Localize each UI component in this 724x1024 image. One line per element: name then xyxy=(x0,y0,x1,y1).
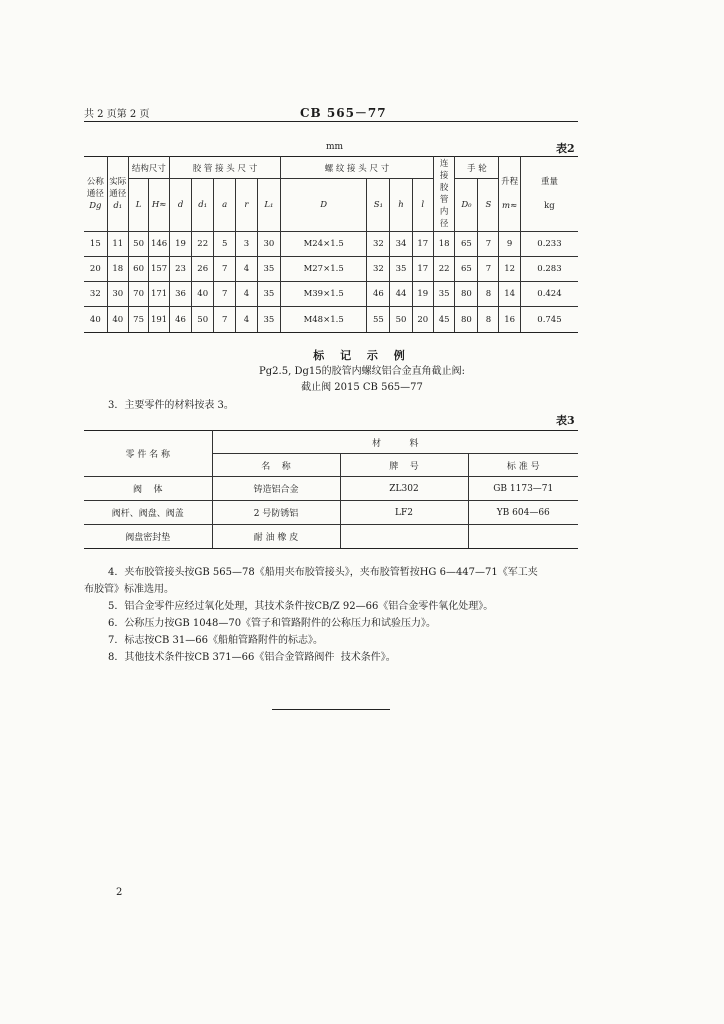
cell: M39×1.5 xyxy=(280,282,366,307)
table-row xyxy=(84,525,578,549)
th-L1: L₁ xyxy=(257,179,280,232)
table3-label: 表3 xyxy=(556,414,575,427)
cell: 60 xyxy=(128,257,148,282)
cell: 23 xyxy=(169,257,191,282)
cell: 阀杆、阀盘、阀盖 xyxy=(84,501,212,525)
th-thread: 螺 纹 接 头 尺 寸 xyxy=(280,157,433,179)
example-desc: Pg2.5, Dg15的胶管内螺纹铝合金直角截止阀: xyxy=(259,366,465,377)
cell: 20 xyxy=(84,257,107,282)
cell: 40 xyxy=(192,282,214,307)
cell xyxy=(468,525,578,549)
table2-unit: mm xyxy=(326,142,344,152)
cell: 35 xyxy=(257,257,280,282)
cell: 4 xyxy=(236,282,258,307)
cell: M24×1.5 xyxy=(280,232,366,257)
cell: 19 xyxy=(412,282,433,307)
table-row xyxy=(84,232,578,257)
cell: 14 xyxy=(499,282,521,307)
note-6: 6．公称压力按GB 1048—70《管子和管路附件的公称压力和试验压力》。 xyxy=(108,618,437,629)
table-row xyxy=(84,501,578,525)
th-D0: D₀ xyxy=(455,179,478,232)
cell: 46 xyxy=(367,282,390,307)
dimensions-table xyxy=(84,156,578,333)
cell: 阀 体 xyxy=(84,477,212,501)
note-4-cont: 布胶管》标准选用。 xyxy=(84,584,174,595)
standard-code: CB 565－77 xyxy=(300,106,387,120)
cell: 34 xyxy=(390,232,412,257)
notes xyxy=(84,564,580,666)
cell: 耐 油 橡 皮 xyxy=(212,525,340,549)
note-4: 4．夹布胶管接头按GB 565—78《船用夹布胶管接头》，夹布胶管暂按HG 6—447—71《军工夹 xyxy=(108,567,538,578)
table-row xyxy=(84,307,578,333)
cell: 35 xyxy=(257,282,280,307)
note-8: 8．其他技术条件按CB 371—66《铝合金管路阀件 技术条件》。 xyxy=(108,652,396,663)
th-S: S xyxy=(478,179,499,232)
cell: 36 xyxy=(169,282,191,307)
cell: 3 xyxy=(236,232,258,257)
cell: 32 xyxy=(367,232,390,257)
cell: 44 xyxy=(390,282,412,307)
cell: 35 xyxy=(257,307,280,333)
cell: 2 号防锈铝 xyxy=(212,501,340,525)
cell: 19 xyxy=(169,232,191,257)
th-wheel: 手 轮 xyxy=(455,157,499,179)
th-d1: d₁ xyxy=(192,179,214,232)
cell: 50 xyxy=(192,307,214,333)
th-material: 材 料 xyxy=(212,431,578,454)
cell: ZL302 xyxy=(340,477,468,501)
cell: 0.233 xyxy=(520,232,578,257)
th-mat-std: 标 准 号 xyxy=(468,454,578,477)
cell: 阀盘密封垫 xyxy=(84,525,212,549)
cell: 5 xyxy=(214,232,236,257)
cell: 7 xyxy=(478,257,499,282)
cell: 22 xyxy=(192,232,214,257)
cell: 20 xyxy=(412,307,433,333)
th-d: d xyxy=(169,179,191,232)
cell: 80 xyxy=(455,307,478,333)
cell: 18 xyxy=(433,232,455,257)
th-nominal: 公称通径 Dg xyxy=(84,157,107,232)
cell: 16 xyxy=(499,307,521,333)
cell: 40 xyxy=(107,307,128,333)
th-r: r xyxy=(236,179,258,232)
th-l: l xyxy=(412,179,433,232)
cell: 0.745 xyxy=(520,307,578,333)
cell xyxy=(340,525,468,549)
header-rule xyxy=(84,121,578,122)
th-hose: 胶 管 接 头 尺 寸 xyxy=(169,157,280,179)
th-conn: 连接胶管内径 xyxy=(433,157,455,232)
cell: M27×1.5 xyxy=(280,257,366,282)
cell: 32 xyxy=(84,282,107,307)
page-number: 2 xyxy=(116,887,123,898)
cell: 12 xyxy=(499,257,521,282)
cell: 26 xyxy=(192,257,214,282)
cell: 45 xyxy=(433,307,455,333)
cell: 157 xyxy=(149,257,170,282)
example-title: 标 记 示 例 xyxy=(313,349,411,362)
cell: 18 xyxy=(107,257,128,282)
cell: 4 xyxy=(236,307,258,333)
end-rule xyxy=(272,709,390,710)
cell: 40 xyxy=(84,307,107,333)
cell: GB 1173—71 xyxy=(468,477,578,501)
cell: 22 xyxy=(433,257,455,282)
th-mat-grade: 牌 号 xyxy=(340,454,468,477)
cell: LF2 xyxy=(340,501,468,525)
cell: 30 xyxy=(257,232,280,257)
th-part: 零 件 名 称 xyxy=(84,431,212,477)
cell: 8 xyxy=(478,282,499,307)
cell: 0.424 xyxy=(520,282,578,307)
cell: 11 xyxy=(107,232,128,257)
cell: 146 xyxy=(149,232,170,257)
cell: 7 xyxy=(214,282,236,307)
cell: 80 xyxy=(455,282,478,307)
cell: 35 xyxy=(433,282,455,307)
materials-table xyxy=(84,430,578,549)
cell: 46 xyxy=(169,307,191,333)
cell: 7 xyxy=(214,307,236,333)
note-5: 5．铝合金零件应经过氧化处理，其技术条件按CB/Z 92—66《铝合金零件氧化处理》。 xyxy=(108,601,494,612)
cell: 35 xyxy=(390,257,412,282)
table2-label: 表2 xyxy=(556,142,575,155)
th-D: D xyxy=(280,179,366,232)
cell: 0.283 xyxy=(520,257,578,282)
example-mark: 截止阀 2015 CB 565—77 xyxy=(301,382,423,393)
th-actual: 实际通径 d₁ xyxy=(107,157,128,232)
cell: 17 xyxy=(412,232,433,257)
cell: 7 xyxy=(214,257,236,282)
table-row xyxy=(84,257,578,282)
cell: 75 xyxy=(128,307,148,333)
cell: 191 xyxy=(149,307,170,333)
cell: 15 xyxy=(84,232,107,257)
cell: 50 xyxy=(128,232,148,257)
th-S1: S₁ xyxy=(367,179,390,232)
cell: 171 xyxy=(149,282,170,307)
cell: M48×1.5 xyxy=(280,307,366,333)
th-lift: 升程 m≈ xyxy=(499,157,521,232)
table-row xyxy=(84,282,578,307)
cell: 9 xyxy=(499,232,521,257)
cell: 65 xyxy=(455,232,478,257)
page-info: 共 2 页第 2 页 xyxy=(84,109,150,120)
th-H: H≈ xyxy=(149,179,170,232)
note-7: 7．标志按CB 31—66《船舶管路附件的标志》。 xyxy=(108,635,323,646)
cell: YB 604—66 xyxy=(468,501,578,525)
cell: 4 xyxy=(236,257,258,282)
table-row xyxy=(84,477,578,501)
cell: 8 xyxy=(478,307,499,333)
cell: 17 xyxy=(412,257,433,282)
th-weight: 重量 kg xyxy=(520,157,578,232)
cell: 50 xyxy=(390,307,412,333)
th-struct: 结构尺寸 xyxy=(128,157,169,179)
cell: 70 xyxy=(128,282,148,307)
note-3: 3．主要零件的材料按表 3。 xyxy=(108,400,234,411)
cell: 32 xyxy=(367,257,390,282)
th-h: h xyxy=(390,179,412,232)
cell: 30 xyxy=(107,282,128,307)
th-a: a xyxy=(214,179,236,232)
cell: 55 xyxy=(367,307,390,333)
cell: 65 xyxy=(455,257,478,282)
th-L: L xyxy=(128,179,148,232)
cell: 铸造铝合金 xyxy=(212,477,340,501)
th-mat-name: 名 称 xyxy=(212,454,340,477)
cell: 7 xyxy=(478,232,499,257)
